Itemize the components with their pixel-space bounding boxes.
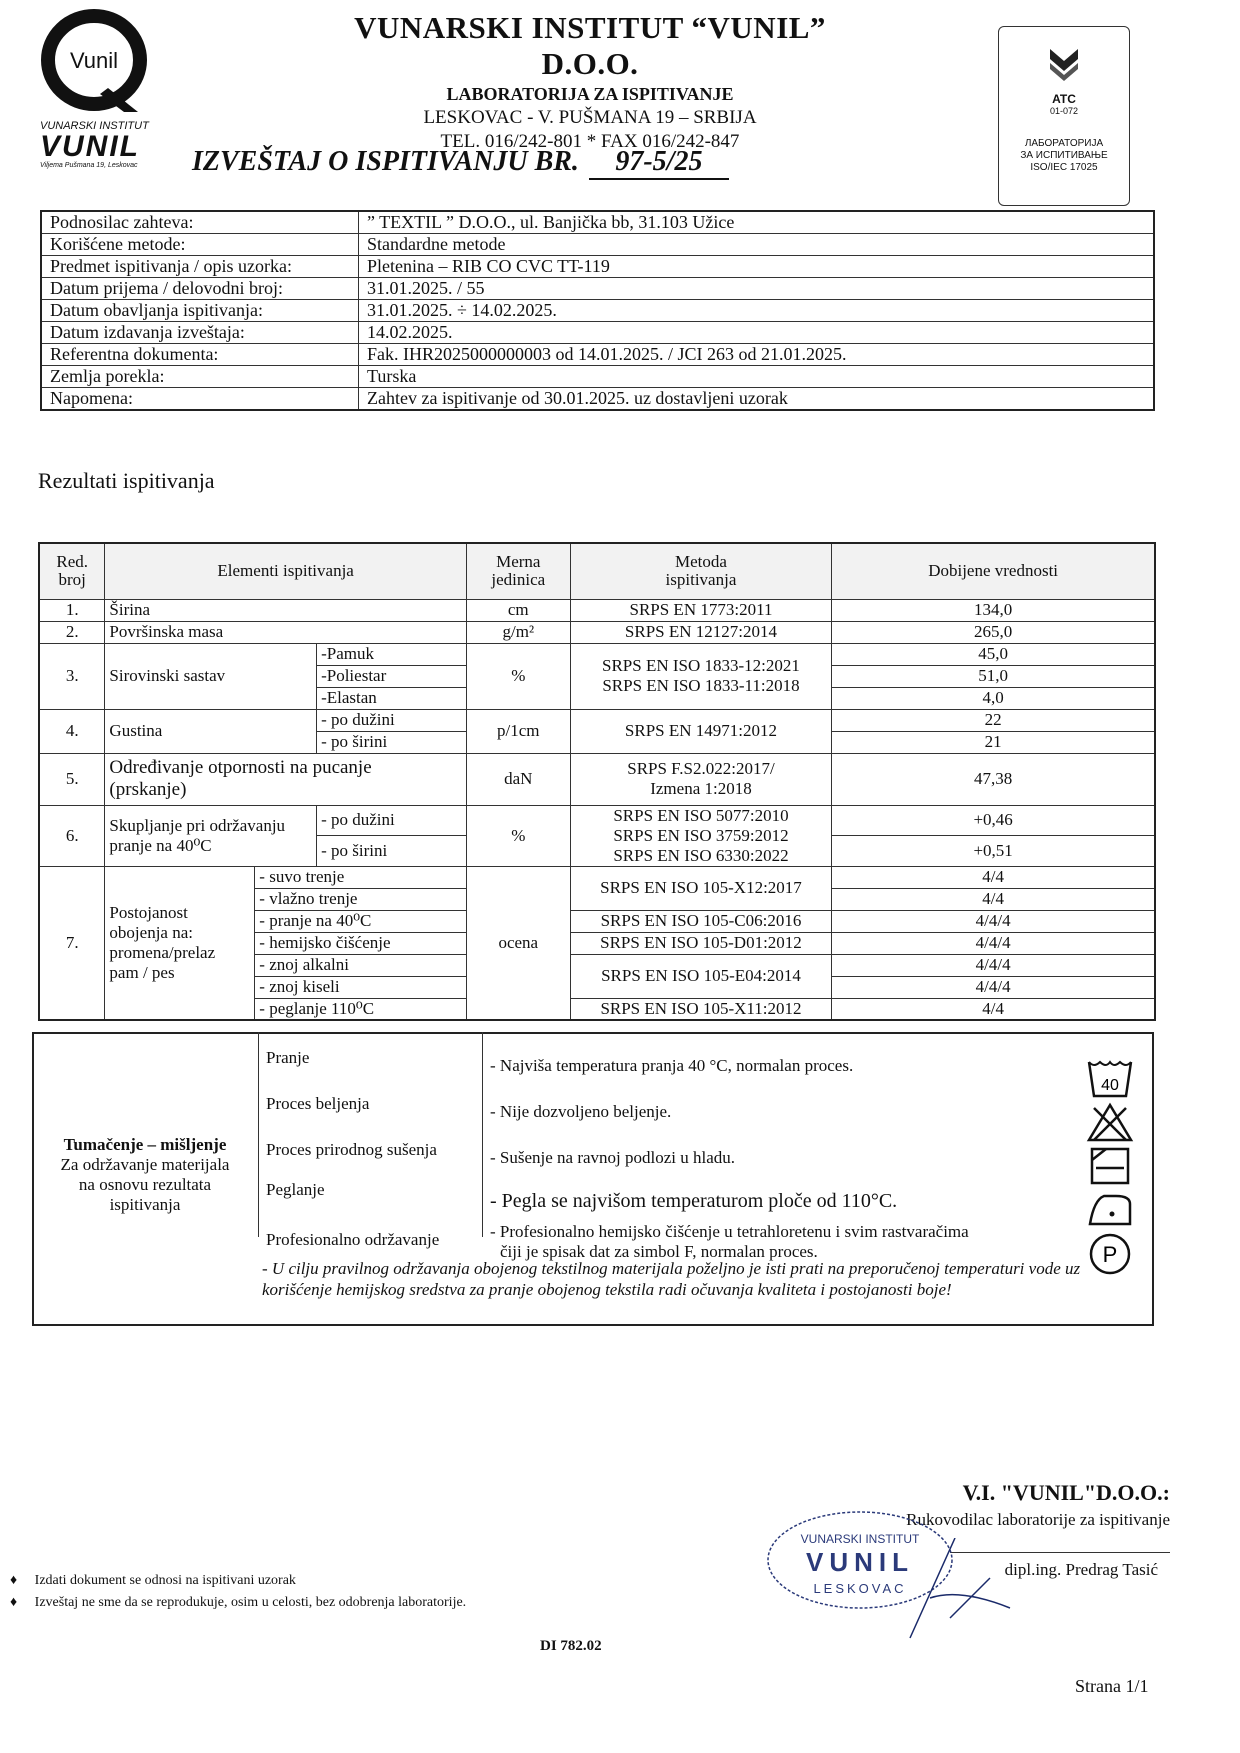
signature-scribble	[900, 1538, 1020, 1653]
info-label: Podnosilac zahteva:	[41, 211, 359, 234]
table-row: 5. Određivanje otpornosti na pucanje (prskanje) daN SRPS F.S2.022:2017/ Izmena 1:2018 47,38	[39, 753, 1155, 805]
info-row	[41, 211, 1154, 234]
report-title	[192, 146, 729, 180]
svg-text:P: P	[1102, 1242, 1118, 1267]
signature-name: dipl.ing. Predrag Tasić	[1004, 1560, 1158, 1579]
logo-line3: Viljema Pušmana 19, Leskovac	[40, 162, 138, 169]
table-row: 1. Širina cm SRPS EN 1773:2011 134,0	[39, 599, 1155, 621]
table-row: - po širini 21	[39, 731, 1155, 753]
table-row: 4. Gustina - po dužini p/1cm SRPS EN 14971:2012 22	[39, 709, 1155, 731]
professional-clean-p-icon	[1086, 1232, 1134, 1272]
footer-notes: ♦ Izdati dokument se odnosi na ispitivani uzorak ♦ Izveštaj ne sme da se reprodukuje, osim u celosti, bez odobrenja laboratorije.	[10, 1573, 467, 1610]
svg-text:40: 40	[1101, 1077, 1119, 1094]
table-row: -Elastan 4,0	[39, 687, 1155, 709]
col-red-broj: Red. broj	[39, 543, 105, 599]
phone-fax: TEL. 016/242-801 * FAX 016/242-847	[440, 131, 740, 152]
info-value: Zahtev za ispitivanje od 30.01.2025. uz dostavljeni uzorak	[359, 388, 1155, 411]
table-row: - peglanje 110⁰C SRPS EN ISO 105-X11:2012 4/4	[39, 998, 1155, 1020]
info-value: Pletenina – RIB CO CVC TT-119	[359, 256, 1155, 278]
info-value: Standardne metode	[359, 234, 1155, 256]
info-value: 31.01.2025. ÷ 14.02.2025.	[359, 300, 1155, 322]
info-label: Predmet ispitivanja / opis uzorka:	[41, 256, 359, 278]
report-label: IZVEŠTAJ O ISPITIVANJU BR.	[192, 146, 579, 177]
lab-name: LABORATORIJA ZA ISPITIVANJE	[446, 84, 734, 104]
info-row	[41, 322, 1154, 344]
svg-text:LESKOVAC: LESKOVAC	[813, 1581, 907, 1596]
info-row	[41, 278, 1154, 300]
signature-org: V.I. "VUNIL"D.O.O.:	[962, 1480, 1170, 1505]
report-number: 97-5/25	[589, 146, 729, 180]
table-row: - znoj alkalni SRPS EN ISO 105-E04:2014 4/4/4	[39, 954, 1155, 976]
page-number: Strana 1/1	[1075, 1676, 1149, 1696]
table-row: - hemijsko čišćenje SRPS EN ISO 105-D01:2012 4/4/4	[39, 932, 1155, 954]
info-label: Datum izdavanja izveštaja:	[41, 322, 359, 344]
svg-text:VUNARSKI INSTITUT: VUNARSKI INSTITUT	[800, 1532, 920, 1546]
flat-dry-shade-icon	[1086, 1146, 1134, 1186]
col-values: Dobijene vrednosti	[832, 543, 1155, 599]
atc-code: 01-072	[1049, 106, 1079, 116]
info-label: Datum prijema / delovodni broj:	[41, 278, 359, 300]
vunil-q-logo	[38, 8, 150, 116]
info-label: Korišćene metode:	[41, 234, 359, 256]
table-row: - znoj kiseli 4/4/4	[39, 976, 1155, 998]
table-row: 7. Postojanost obojenja na: promena/prelaz pam / pes - suvo trenje ocena SRPS EN ISO 105-X12:2017 4/4	[39, 866, 1155, 888]
col-elements: Elementi ispitivanja	[105, 543, 466, 599]
info-row	[41, 300, 1154, 322]
institute-logo-text	[40, 120, 180, 169]
institute-name: VUNARSKI INSTITUT “VUNIL” D.O.O.	[354, 10, 826, 81]
atc-accreditation-badge	[998, 26, 1130, 206]
info-value: Fak. IHR2025000000003 od 14.01.2025. / JCI 263 od 21.01.2025.	[359, 344, 1155, 366]
iron-low-icon	[1086, 1190, 1134, 1230]
atc-name: ATC	[1052, 92, 1076, 106]
table-row: 6. Skupljanje pri održavanju pranje na 40⁰C - po dužini % SRPS EN ISO 5077:2010 SRPS EN ISO 3759:2012 SRPS EN ISO 6330:2022 +0,46	[39, 805, 1155, 836]
atc-lab-text: ЛАБОРАТОРИЈА ЗА ИСПИТИВАЊЕ ISO/IEC 17025	[1020, 138, 1108, 173]
info-row	[41, 256, 1154, 278]
no-bleach-icon	[1086, 1102, 1134, 1142]
info-value: 14.02.2025.	[359, 322, 1155, 344]
logo-q-text: Vunil	[69, 48, 119, 73]
institute-header	[310, 10, 870, 153]
info-label: Zemlja porekla:	[41, 366, 359, 388]
footer-line1: Izdati dokument se odnosi na ispitivani uzorak	[34, 1573, 296, 1588]
document-code: DI 782.02	[540, 1638, 602, 1654]
address: LESKOVAC - V. PUŠMANA 19 – SRBIJA	[423, 107, 757, 128]
signature-role: Rukovodilac laboratorije za ispitivanje	[906, 1510, 1170, 1529]
col-method: Metoda ispitivanja	[570, 543, 832, 599]
logo-line1: VUNARSKI INSTITUT	[40, 120, 149, 132]
wash-40-icon	[1086, 1058, 1134, 1098]
col-unit: Merna jedinica	[466, 543, 570, 599]
svg-text:VUNIL: VUNIL	[806, 1547, 914, 1577]
logo-line2: VUNIL	[40, 130, 140, 163]
table-row: - pranje na 40⁰C SRPS EN ISO 105-C06:2016 4/4/4	[39, 910, 1155, 932]
table-row: 2. Površinska masa g/m² SRPS EN 12127:2014 265,0	[39, 621, 1155, 643]
care-note: - U cilju pravilnog održavanja obojenog tekstilnog materijala poželjno je isti prati na preporučenoj temperaturi vode uz korišćenje hemijskog sredstva za pranje obojenog tekstila radi očuvanja kvaliteta i postojanosti boje!	[262, 1259, 1081, 1299]
info-label: Referentna dokumenta:	[41, 344, 359, 366]
request-info-table	[40, 210, 1155, 411]
info-row	[41, 234, 1154, 256]
table-row: 3. Sirovinski sastav -Pamuk % SRPS EN ISO 1833-12:2021 SRPS EN ISO 1833-11:2018 45,0	[39, 643, 1155, 665]
info-row	[41, 344, 1154, 366]
table-row: - po širini +0,51	[39, 836, 1155, 867]
info-row	[41, 366, 1154, 388]
info-value: Turska	[359, 366, 1155, 388]
info-label: Datum obavljanja ispitivanja:	[41, 300, 359, 322]
results-title: Rezultati ispitivanja	[38, 468, 215, 493]
footer-line2: Izveštaj ne sme da se reprodukuje, osim u celosti, bez odobrenja laboratorije.	[34, 1595, 467, 1610]
table-header-row	[39, 543, 1155, 599]
info-label: Napomena:	[41, 388, 359, 411]
atc-logo-icon	[1044, 43, 1084, 83]
table-row: -Poliestar 51,0	[39, 665, 1155, 687]
info-value: 31.01.2025. / 55	[359, 278, 1155, 300]
results-table	[38, 542, 1156, 1021]
info-row	[41, 388, 1154, 411]
info-value: ” TEXTIL ” D.O.O., ul. Banjička bb, 31.103 Užice	[359, 211, 1155, 234]
table-row: - vlažno trenje 4/4	[39, 888, 1155, 910]
interpretation-heading: Tumačenje – mišljenje Za održavanje materijala na osnovu rezultata ispitivanja	[60, 1135, 230, 1214]
